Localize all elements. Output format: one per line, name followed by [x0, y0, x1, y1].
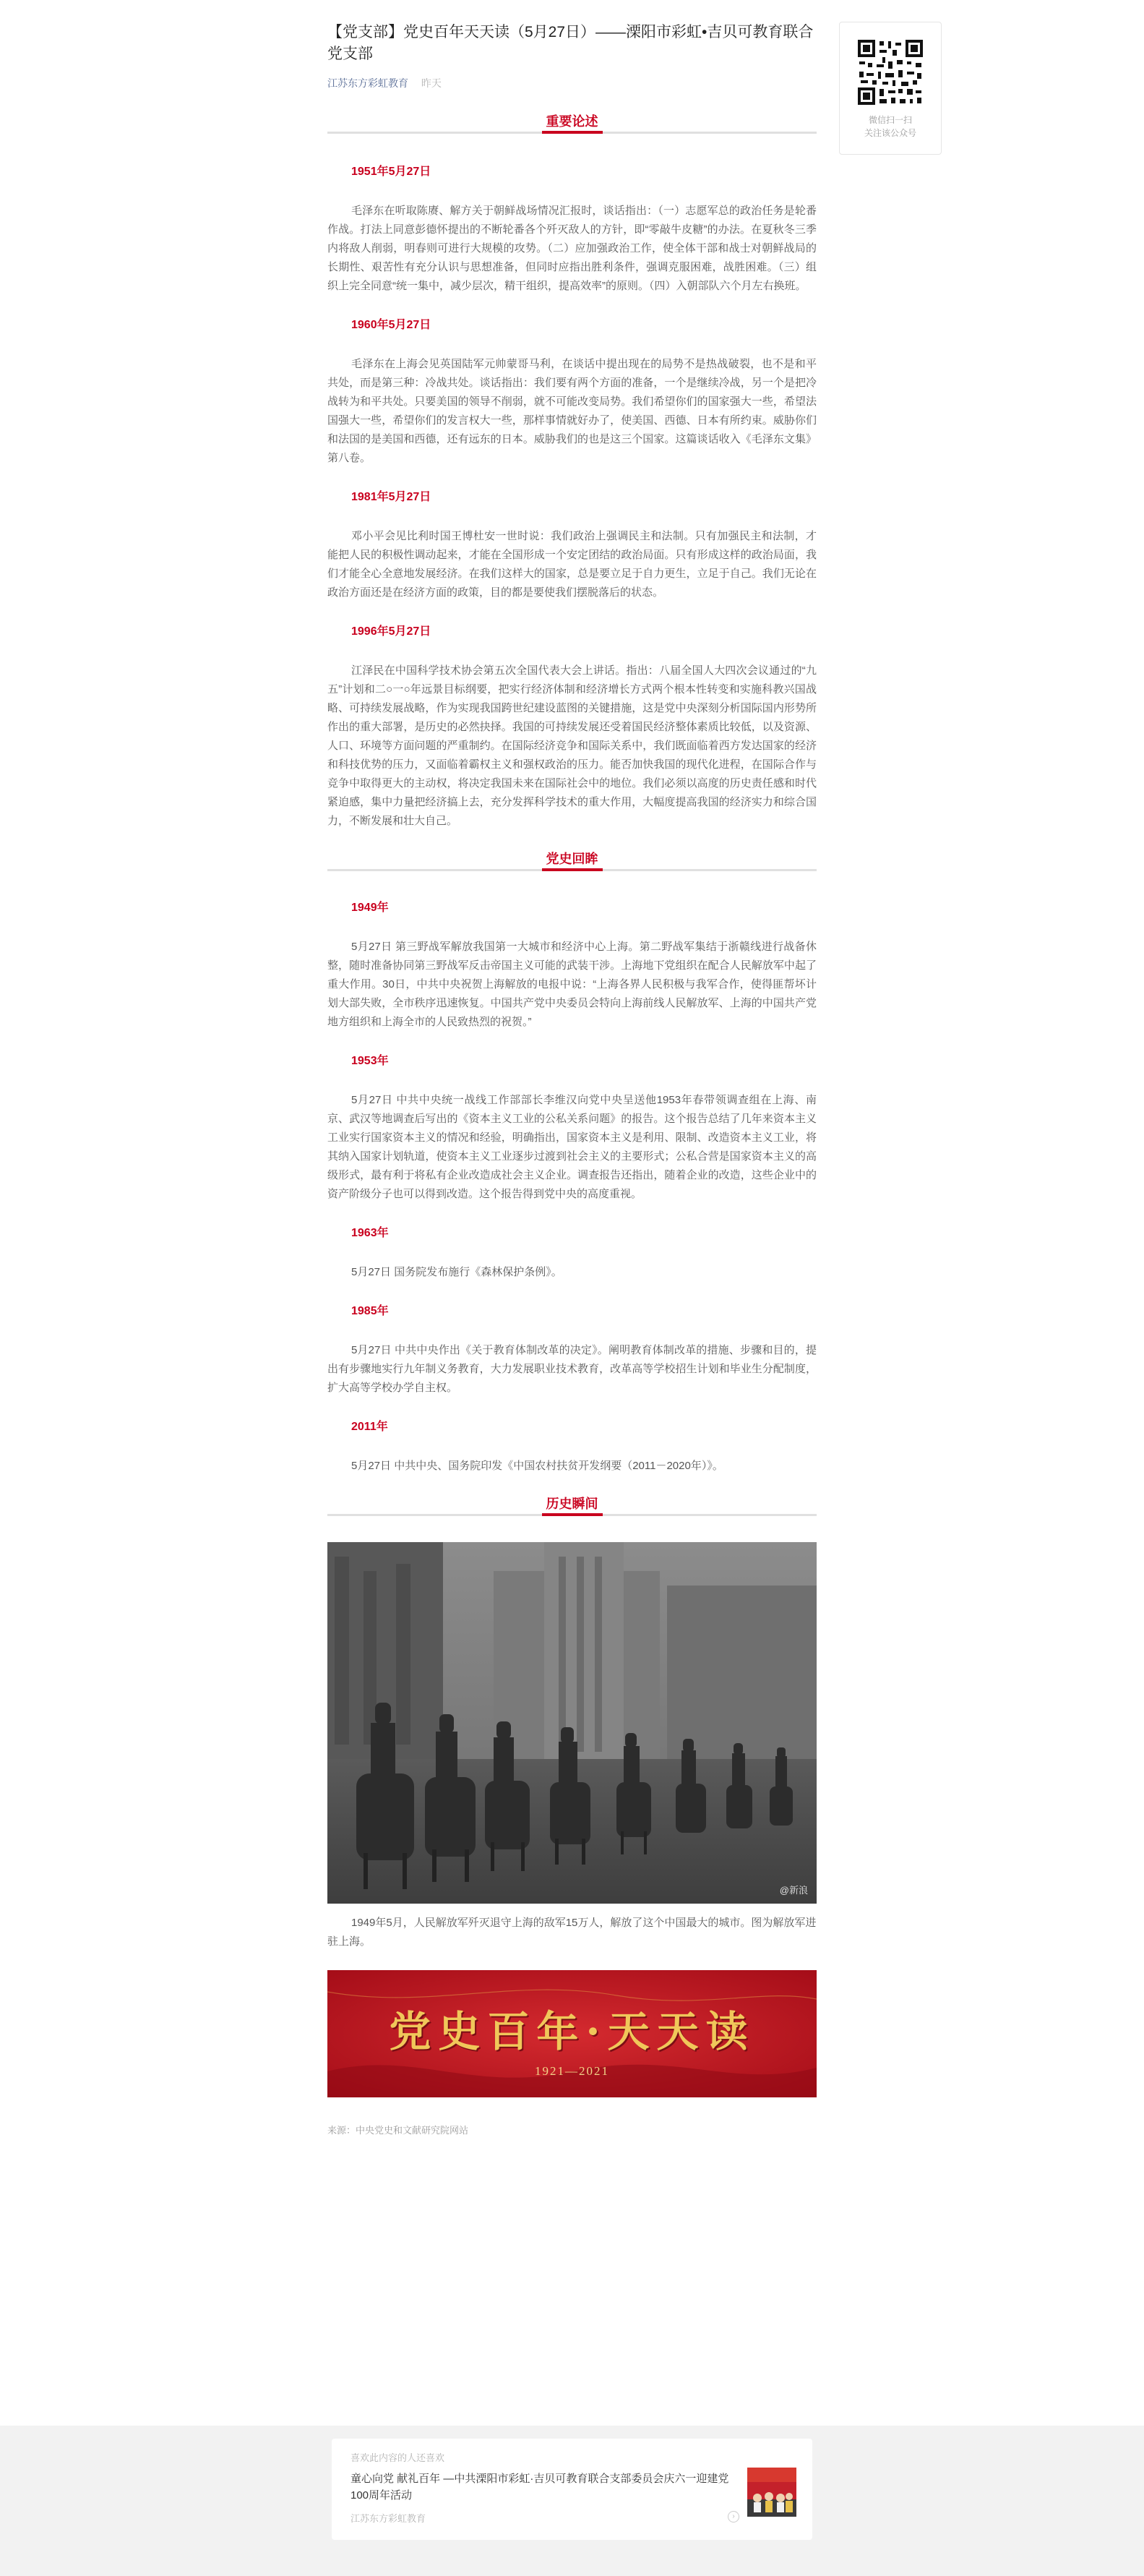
- troops-entering-shanghai-image: [327, 1542, 817, 1904]
- section-title: 重要论述: [542, 112, 603, 131]
- account-link[interactable]: 江苏东方彩虹教育: [327, 77, 408, 89]
- discourse-item: [327, 622, 817, 831]
- discourse-item: [327, 488, 817, 602]
- entry-date: 1981年5月27日: [351, 491, 431, 503]
- history-list: [327, 899, 817, 1476]
- publish-time: 昨天: [421, 77, 442, 89]
- historical-photo[interactable]: [327, 1542, 817, 1904]
- entry-date: 1951年5月27日: [351, 166, 431, 178]
- series-banner[interactable]: [327, 1970, 817, 2097]
- entry-text: 5月27日 第三野战军解放我国第一大城市和经济中心上海。第二野战军集结于浙赣线进行战备休整，随时准备协同第三野战军反击帝国主义可能的武装干涉。上海地下党组织在配合人民解放军中起了重大作用。30日，中共中央祝贺上海解放的电报中说：“上海各界人民积极与我军合作，使得匪帮坏计划大部失败，全市秩序迅速恢复。中国共产党中央委员会特向上海前线人民解放军、上海的中国共产党地方组织和上海全市的人民致热烈的祝贺。”: [327, 941, 817, 1028]
- entry-date: 1996年5月27日: [351, 625, 431, 638]
- thumbnail-image: [747, 2468, 796, 2517]
- entry-text: 5月27日 中共中央、国务院印发《中国农村扶贫开发纲要（2011－2020年）》。: [351, 1460, 723, 1472]
- entry-text: 5月27日 中共中央统一战线工作部部长李维汉向党中央呈送他1953年春带领调查组在上海、南京、武汉等地调查后写出的《资本主义工业的公私关系问题》的报告。这个报告总结了几年来资本主义工业实行国家资本主义的情况和经验，明确指出，国家资本主义是利用、限制、改造资本主义工业，将其纳入国家计划轨道，使资本主义工业逐步过渡到社会主义的主要形式；公私合营是国家资本主义的高级形式，最有利于将私有企业改造成社会主义企业。调查报告还指出，随着企业的改造，这些企业中的资产阶级分子也可以得到改造。这个报告得到党中央的高度重视。: [327, 1094, 817, 1200]
- history-item: [327, 1052, 817, 1204]
- entry-text: 邓小平会见比利时国王博杜安一世时说：我们政治上强调民主和法制。只有加强民主和法制，才能把人民的积极性调动起来，才能在全国形成一个安定团结的政治局面。只有形成这样的政治局面，我们才能全心全意地发展经济。在我们这样大的国家，总是要立足于自力更生，立足于自己。我们无论在政治方面还是在经济方面的政策，目的都是要使我们摆脱落后的状态。: [327, 530, 817, 599]
- entry-text: 江泽民在中国科学技术协会第五次全国代表大会上讲话。指出：八届全国人大四次会议通过的“九五”计划和二○一○年远景目标纲要，把实行经济体制和经济增长方式两个根本性转变和实施科教兴国战略、可持续发展战略，作为实现我国跨世纪建设蓝图的关键措施，这是党中央深刻分析国际国内形势所作出的重大部署，是历史的必然抉择。我国的可持续发展还受着国民经济整体素质比较低，以及资源、人口、环境等方面问题的严重制约。在国际经济竞争和国际关系中，我们既面临着西方发达国家的经济和科技优势的压力，又面临着霸权主义和强权政治的压力。能否加快我国的现代化进程，在国际合作与竞争中取得更大的主动权，将决定我国未来在国际社会中的地位。我们必须以高度的历史责任感和时代紧迫感，集中力量把经济搞上去，充分发挥科学技术的重大作用，大幅度提高我国的经济实力和综合国力，不断发展和壮大自己。: [327, 664, 817, 827]
- photo-caption: 1949年5月，人民解放军歼灭退守上海的敌军15万人，解放了这个中国最大的城市。图为解放军进驻上海。: [327, 1917, 817, 1948]
- source-note: 来源：中央党史和文献研究院网站: [327, 2125, 469, 2136]
- related-thumbnail[interactable]: [747, 2468, 796, 2517]
- discourse-item: [327, 316, 817, 468]
- entry-text: 5月27日 中共中央作出《关于教育体制改革的决定》。阐明教育体制改革的措施、步骤和目的，提出有步骤地实行九年制义务教育，大力发展职业技术教育，改革高等学校招生计划和毕业生分配制度，扩大高等学校办学自主权。: [327, 1344, 817, 1394]
- related-account[interactable]: 江苏东方彩虹教育: [350, 2513, 426, 2524]
- section-header-moment: [327, 1494, 817, 1523]
- entry-text: 毛泽东在听取陈赓、解方关于朝鲜战场情况汇报时，谈话指出：（一）志愿军总的政治任务是轮番作战。打法上同意彭德怀提出的不断轮番各个歼灭敌人的方针，即“零敲牛皮糖”的办法。在夏秋冬三季内将敌人削弱，明春则可进行大规模的攻势。（二）应加强政治工作，使全体干部和战士对朝鲜战局的长期性、艰苦性有充分认识与思想准备，但同时应指出胜利条件，强调克服困难，战胜困难。（三）组织上完全同意“统一集中，减少层次，精干组织，提高效率”的原则。（四）入朝部队六个月左右换班。: [327, 205, 817, 292]
- section-title: 党史回眸: [542, 850, 603, 868]
- qr-text-line2: 关注该公众号: [864, 128, 916, 138]
- history-item: [327, 1224, 817, 1282]
- banner-years: 1921—2021: [535, 2064, 609, 2078]
- section-header-discourse: [327, 112, 817, 141]
- article: [327, 0, 817, 2147]
- related-footer: [0, 2426, 1144, 2576]
- entry-year: 1949年: [351, 902, 389, 914]
- history-item: [327, 1302, 817, 1398]
- article-title: 【党支部】党史百年天天读（5月27日）——溧阳市彩虹•吉贝可教育联合党支部: [327, 24, 814, 62]
- entry-year: 1985年: [351, 1305, 389, 1317]
- entry-text: 毛泽东在上海会见英国陆军元帅蒙哥马利，在谈话中提出现在的局势不是热战破裂，也不是和平共处，而是第三种：冷战共处。谈话指出：我们要有两个方面的准备，一个是继续冷战，另一个是把冷战转为和平共处。只要美国的领导不削弱，就不可能改变局势。我们希望你们的国家强大一些，希望法国强大一些，希望你们的发言权大一些，那样事情就好办了，使美国、西德、日本有所约束。威胁你们和法国的是美国和西德，还有远东的日本。威胁我们的也是这三个国家。这篇谈话收入《毛泽东文集》第八卷。: [327, 358, 817, 464]
- chevron-right-icon: ›: [728, 2511, 739, 2522]
- entry-year: 1953年: [351, 1055, 389, 1067]
- qr-follow-card: [839, 22, 942, 155]
- discourse-list: [327, 163, 817, 831]
- qr-text-line1: 微信扫一扫: [868, 115, 912, 125]
- history-item: [327, 1418, 817, 1476]
- section-title: 历史瞬间: [542, 1494, 603, 1513]
- related-title[interactable]: 童心向党 献礼百年 —中共溧阳市彩虹·吉贝可教育联合支部委员会庆六一迎建党100周年活动: [350, 2473, 729, 2502]
- article-meta: [327, 76, 817, 90]
- photo-watermark: @新浪: [779, 1885, 808, 1896]
- related-article-card[interactable]: [332, 2439, 812, 2540]
- qr-code-icon: [856, 38, 924, 106]
- related-label: 喜欢此内容的人还喜欢: [350, 2452, 445, 2463]
- banner-title: 党史百年·天天读: [389, 2007, 755, 2056]
- entry-year: 2011年: [351, 1421, 388, 1433]
- history-item: [327, 899, 817, 1032]
- entry-year: 1963年: [351, 1227, 389, 1239]
- discourse-item: [327, 163, 817, 296]
- section-header-history: [327, 850, 817, 878]
- entry-date: 1960年5月27日: [351, 319, 431, 331]
- entry-text: 5月27日 国务院发布施行《森林保护条例》。: [351, 1266, 562, 1278]
